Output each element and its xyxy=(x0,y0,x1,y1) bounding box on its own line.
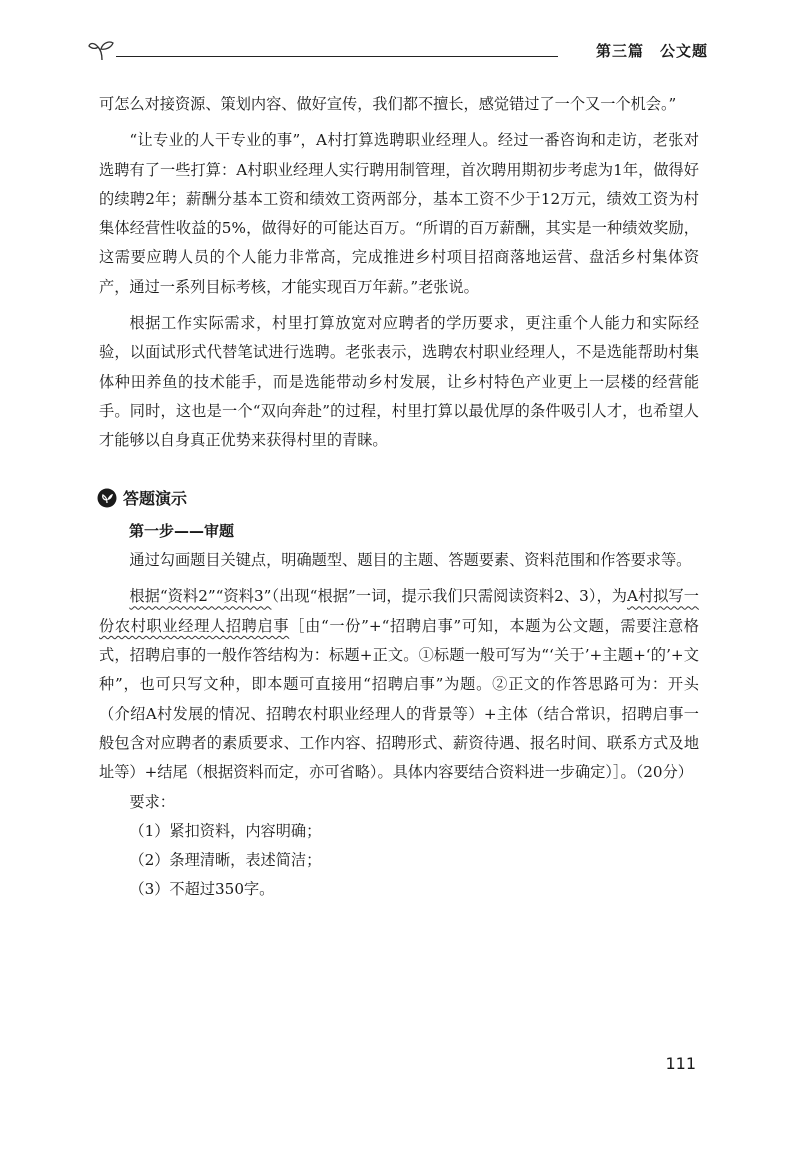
sprout-icon xyxy=(88,38,116,62)
analysis-text-1: （出现“根据”一词，提示我们只需阅读资料2、3），为 xyxy=(271,587,628,606)
wavy-keyword-task: A村拟写一份农村职业经理人招聘启事 xyxy=(99,587,699,635)
page-body xyxy=(99,90,699,905)
paragraph-continued: 可怎么对接资源、策划内容、做好宣传，我们都不擅长，感觉错过了一个又一个机会。” xyxy=(99,95,677,113)
requirement-item: （1）紧扣资料，内容明确； xyxy=(129,821,322,840)
requirement-item: （2）条理清晰，表述简洁； xyxy=(129,851,322,870)
paragraph-selection-criteria: 根据工作实际需求，村里打算放宽对应聘者的学历要求，更注重个人能力和实际经验，以面试形式代替笔试进行选聘。老张表示，选聘农村职业经理人，不是选能帮助村集体种田养鱼的技术能手，而是选能带动乡村发展，让乡村特色产业更上一层楼的经营能手。同时，这也是一个“双向奔赴”的过程，村里打算以最优厚的条件吸引人才，也希望人才能够以自身真正优势来获得村里的青睐。 xyxy=(99,314,699,450)
section-heading xyxy=(97,484,699,513)
step-title: 第一步——审题 xyxy=(129,521,235,540)
analysis-text-2: ［由“一份”+“招聘启事”可知，本题为公文题，需要注意格式，招聘启事的一般作答结构为：标题+正文。①标题一般可写为“‘关于’+主题+‘的’+文种”，也可只写文种，即本题可直接用“招聘启事”为题。②正文的作答思路可为：开头（介绍A村发展的情况、招聘农村职业经理人的背景等）+主体（结合常识，招聘启事一般包含对应聘者的素质要求、工作内容、招聘形式、薪资待遇、报名时间、联系方式及地址等）+结尾（根据资料而定，亦可省略）。具体内容要结合资料进一步确定）］。（20分） xyxy=(99,616,699,782)
wavy-keyword-materials: 根据“资料2”“资料3” xyxy=(129,587,272,606)
paragraph-recruitment-plan: “让专业的人干专业的事”，A村打算选聘职业经理人。经过一番咨询和走访，老张对选聘有了一些打算：A村职业经理人实行聘用制管理，首次聘用期初步考虑为1年，做得好的续聘2年；薪酬分基本工资和绩效工资两部分，基本工资不少于12万元，绩效工资为村集体经营性收益的5%，做得好的可能达百万。“所谓的百万薪酬，其实是一种绩效奖励，这需要应聘人员的个人能力非常高，完成推进乡村项目招商落地运营、盘活乡村集体资产，通过一系列目标考核，才能实现百万年薪。”老张说。 xyxy=(99,131,699,296)
leaf-badge-icon xyxy=(97,488,117,508)
page-number: 111 xyxy=(665,1054,696,1073)
requirements-label: 要求： xyxy=(129,792,175,811)
page-header xyxy=(88,30,708,70)
chapter-title: 第三篇 公文题 xyxy=(595,42,708,60)
step-intro: 通过勾画题目关键点，明确题型、题目的主题、答题要素、资料范围和作答要求等。 xyxy=(129,551,692,570)
question-analysis xyxy=(99,582,699,787)
section-title: 答题演示 xyxy=(123,488,188,508)
requirement-item: （3）不超过350字。 xyxy=(129,880,275,899)
header-rule xyxy=(116,56,558,57)
